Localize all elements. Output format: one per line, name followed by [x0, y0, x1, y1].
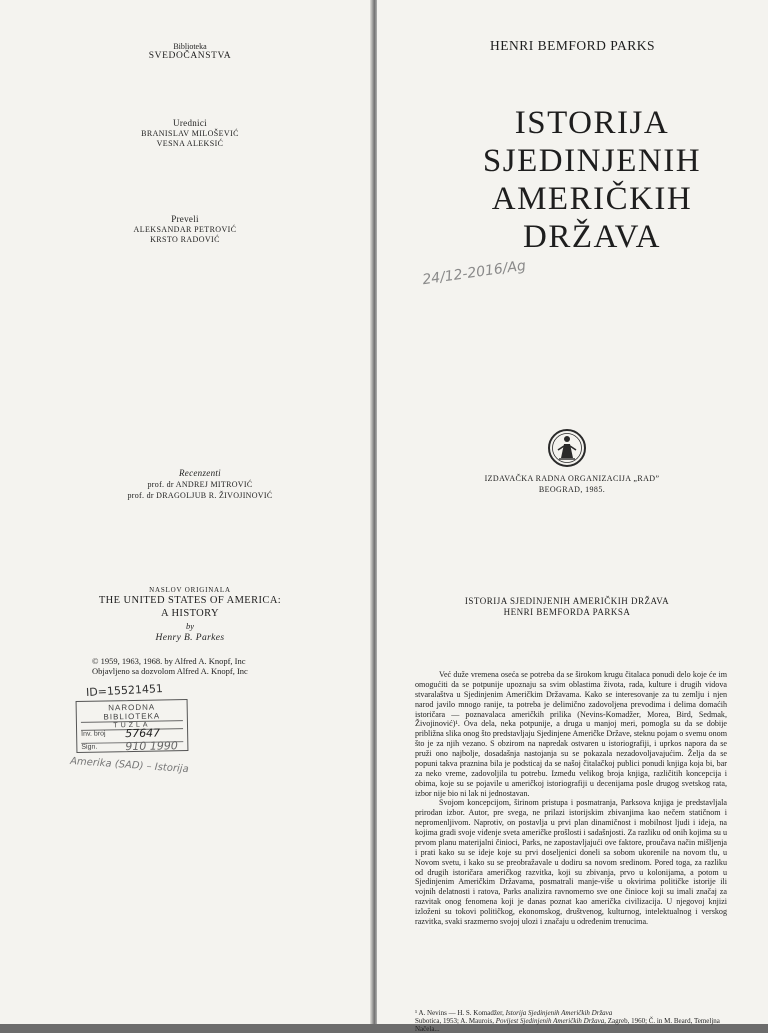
- translator-name: KRSTO RADOVIĆ: [150, 235, 220, 244]
- original-by: by: [185, 621, 195, 631]
- reviewers-block: [100, 468, 300, 501]
- book-title-line: SJEDINJENIH: [482, 143, 702, 179]
- author-name: HENRI BEMFORD PARKS: [489, 38, 656, 53]
- left-page: [0, 0, 374, 1024]
- footnote-text: ¹ A. Nevins — H. S. Komadžer,: [415, 1009, 506, 1017]
- translators-label: Preveli: [171, 214, 199, 224]
- original-heading: NASLOV ORIGINALA: [149, 586, 231, 594]
- reviewer-name: prof. dr DRAGOLJUB R. ŽIVOJINOVIĆ: [127, 491, 273, 500]
- section-header-line: ISTORIJA SJEDINJENIH AMERIČKIH DRŽAVA: [464, 596, 670, 606]
- publisher-logo-icon: [547, 428, 587, 468]
- footnote: [415, 1009, 727, 1033]
- book-title-line: ISTORIJA: [514, 105, 670, 141]
- section-header-line: HENRI BEMFORDA PARKSA: [503, 607, 631, 617]
- original-author: Henry B. Parkes: [155, 633, 225, 643]
- editors-block: [110, 118, 270, 149]
- translator-name: ALEKSANDAR PETROVIĆ: [133, 225, 237, 234]
- translators-block: [100, 214, 270, 245]
- footnote-text: , Zagreb, 1960; Č. in M. Beard, Temeljna Načela...: [415, 1017, 720, 1033]
- footnote-line: [415, 1017, 727, 1033]
- publisher-block: [427, 473, 717, 495]
- original-title: THE UNITED STATES OF AMERICA:: [98, 595, 282, 606]
- series-label: Biblioteka: [173, 42, 207, 51]
- paragraph: Već duže vremena oseća se potreba da se širokom krugu čitalaca ponudi delo koje će im omogućiti da se potpunije upoznaju sa svim oblastima života, rada, kulture i drugih vidova stvaralaštva u Sjedinjenim Američkim Državama. Kako se interesovanje za tu zemlju i njen narod javilo mnogo ranije, ta potreba je delimično zadovoljena prevodima i delima domaćih istoričara — poznavalaca američkih prilika (Nevins-Komadžer, Morea, Bird, Sedmak, Živojinović)¹. Ova dela, neka potpunije, a druga u manjoj meri, pomogla su da se dobije približna slika onog što predstavljaju Sjedinjene Američke Države, steknu pojam o svemu onom što je za njih vezano. S obzirom na napredak ostvaren u istoriografiji, i uprkos napora da se pruži ono najbolje, dosadašnja nastojanja su se pokazala nezadovoljavajućim. Želja da se popuni takva praznina bila je podsticaj da se našoj čitalačkoj publici ponudi knjiga koja bi, bar za neko vreme, zadovoljila tu potrebu. Između velikog broja knjiga, različitih koncepcija i obima, koje su se pojavile u američkoj istoriografiji u decenijama posle drugog svetskog rata, izbor nije bio ni lak ni jednostavan.: [415, 670, 727, 798]
- library-stamp: [76, 699, 189, 753]
- original-title: A HISTORY: [161, 608, 219, 619]
- footnote-line: [415, 1009, 727, 1017]
- copyright-line: © 1959, 1963, 1968. by Alfred A. Knopf, Inc: [92, 656, 246, 666]
- stamp-row-value: 57647: [125, 726, 161, 741]
- editors-label: Urednici: [173, 118, 207, 128]
- copyright-block: [92, 656, 292, 676]
- book-title: [447, 104, 737, 256]
- editor-name: BRANISLAV MILOŠEVIĆ: [141, 129, 239, 138]
- book-title-line: AMERIČKIH: [491, 181, 693, 217]
- right-page: [377, 0, 768, 1033]
- body-text: [415, 670, 727, 927]
- pencil-note: 24/12-2016/Ag: [421, 257, 527, 289]
- handwritten-subject-note: Amerika (SAD) – Istorija: [69, 755, 190, 776]
- book-title-line: DRŽAVA: [523, 219, 661, 255]
- paragraph: Svojom koncepcijom, širinom pristupa i posmatranja, Parksova knjiga je predstavljala prirodan izbor. Autor, pre svega, ne prilazi istorijskim zbivanjima kao nečem statičnom i nepromenljivom. Naprotiv, on postavlja u prvi plan dinamičnost i mobilnost ljudi i ideja, na kojima gradi svoje viđenje sveta američke prošlosti i sadašnjosti. Za razliku od onih kojima su u prvom planu materijalni činioci, Parks, ne zapostavljajući ove faktore, proučava način mišljenja i prati kako su se ideje koje su prvi doseljenici doneli sa sobom ukorenile na novom tlu, u Novom svetu, i kako su se preobražavale u dodiru sa novom sredinom. Pored toga, za razliku od drugih istoričara američkog razvitka, koji su zbivanja, prvo u kolonijama, a potom u Sjedinjenim Američkim Državama, posmatrali manje-više u okvirima političke istorije ili vojnih delatnosti i ratova, Parks analizira ravnomerno sve one činioce koji su imali značaj za razvitak onog fenomena koji je danas poznat kao američka civilizacija. U njegovoj knjizi izloženi su tokovi političkog, ekonomskog, društvenog, kulturnog, intelektualnog i verskog razvitka, svaki srazmerno svojoj ulozi i značaju u određenim trenucima.: [415, 798, 727, 926]
- footnote-title: Istorija Sjedinjenih Američkih Država: [505, 1009, 613, 1017]
- footnote-text: Subotica, 1953; A. Maurois,: [415, 1017, 496, 1025]
- series-name: SVEDOČANSTVA: [148, 51, 232, 61]
- stamp-city: TUZLA: [81, 721, 183, 731]
- stamp-row-value: 910 1990: [125, 739, 178, 754]
- series-block: [110, 42, 270, 61]
- reviewers-label: Recenzenti: [179, 468, 221, 478]
- stamp-row-label: Sign.: [81, 743, 98, 751]
- stamp-row-label: Inv. broj: [81, 730, 106, 738]
- original-title-block: [70, 586, 310, 643]
- reviewer-name: prof. dr ANDREJ MITROVIĆ: [147, 480, 253, 489]
- section-header: [417, 596, 717, 618]
- footnote-title: Povijest Sjedinjenih Američkih Država: [495, 1017, 605, 1025]
- copyright-line: Objavljeno sa dozvolom Alfred A. Knopf, Inc: [92, 666, 248, 676]
- publisher-place-year: BEOGRAD, 1985.: [538, 485, 606, 494]
- publisher-name: IZDAVAČKA RADNA ORGANIZACIJA „RAD”: [484, 474, 660, 483]
- editor-name: VESNA ALEKSIĆ: [156, 139, 224, 148]
- stamp-row-signature: [81, 739, 183, 756]
- stamp-library-name: NARODNA BIBLIOTEKA: [81, 702, 183, 723]
- handwritten-id-note: ID=15521451: [85, 681, 164, 700]
